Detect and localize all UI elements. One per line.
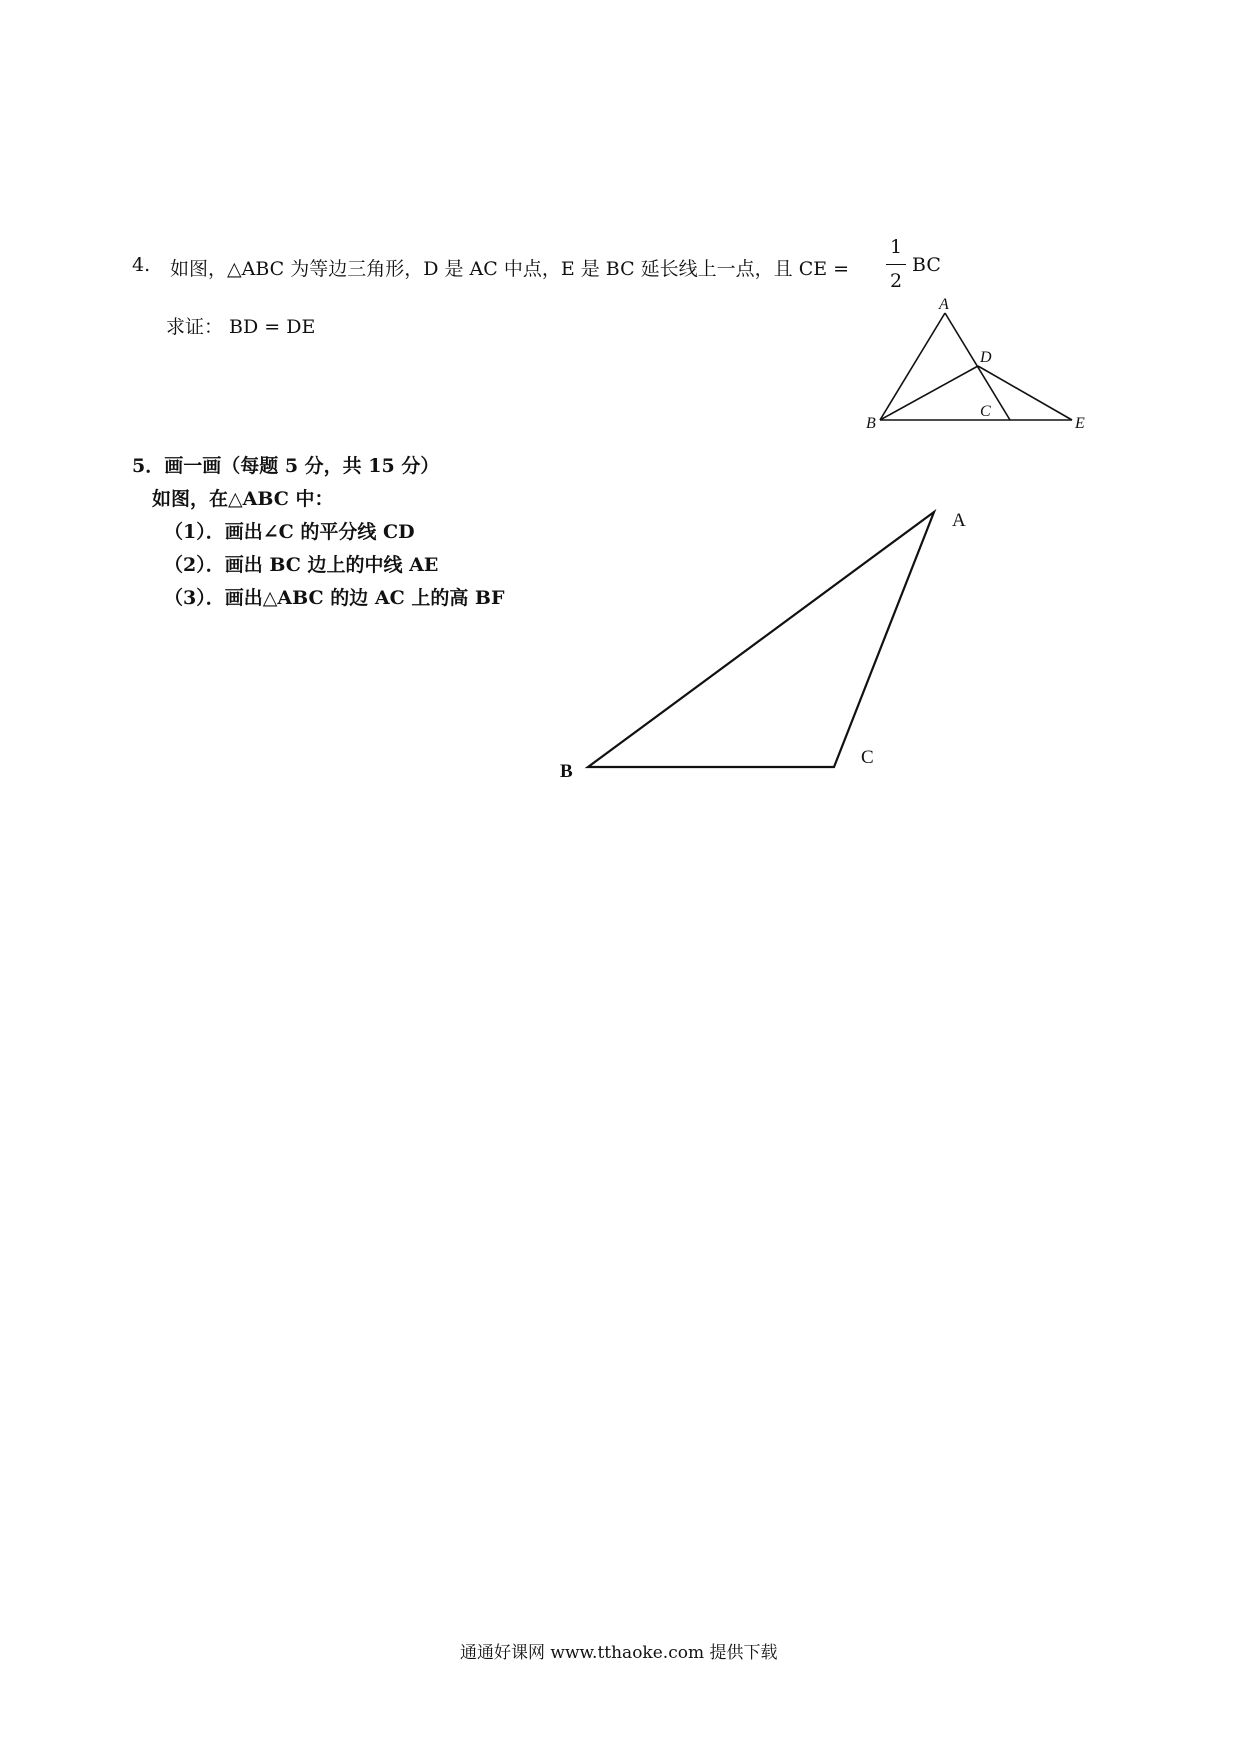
fraction-denominator: 2 (889, 270, 903, 292)
segment-ac (945, 313, 1010, 420)
problem5-item-1: （1）．画出∠C 的平分线 CD (164, 521, 415, 543)
problem5-item-3: （3）．画出△ABC 的边 AC 上的高 BF (164, 587, 505, 609)
problem4-prove: 求证： BD = DE (166, 316, 316, 338)
triangle-abc (588, 512, 934, 767)
fraction-numerator: 1 (889, 236, 903, 258)
label-e: E (1075, 415, 1085, 432)
fraction-bar (886, 264, 906, 265)
problem5-title: 5．画一画（每题 5 分，共 15 分） (132, 455, 440, 477)
footer-credit: 通通好课网 www.tthaoke.com 提供下载 (460, 1643, 778, 1663)
problem4-number: 4. (132, 254, 151, 276)
label-d: D (980, 349, 992, 366)
label-c: C (980, 403, 991, 420)
label-b: B (866, 415, 876, 432)
problem4-statement: 如图，△ABC 为等边三角形，D 是 AC 中点，E 是 BC 延长线上一点，且 CE = (170, 258, 850, 280)
segment-ab (880, 313, 945, 420)
problem5-item-2: （2）．画出 BC 边上的中线 AE (164, 554, 439, 576)
problem4-tail: BC (912, 254, 941, 276)
label-a: A (939, 296, 949, 313)
label-b: B (560, 761, 573, 782)
segment-de (978, 366, 1072, 420)
label-c: C (861, 747, 874, 768)
segment-bd (880, 366, 978, 420)
label-a: A (952, 510, 966, 531)
problem5-intro: 如图，在△ABC 中： (152, 488, 334, 510)
